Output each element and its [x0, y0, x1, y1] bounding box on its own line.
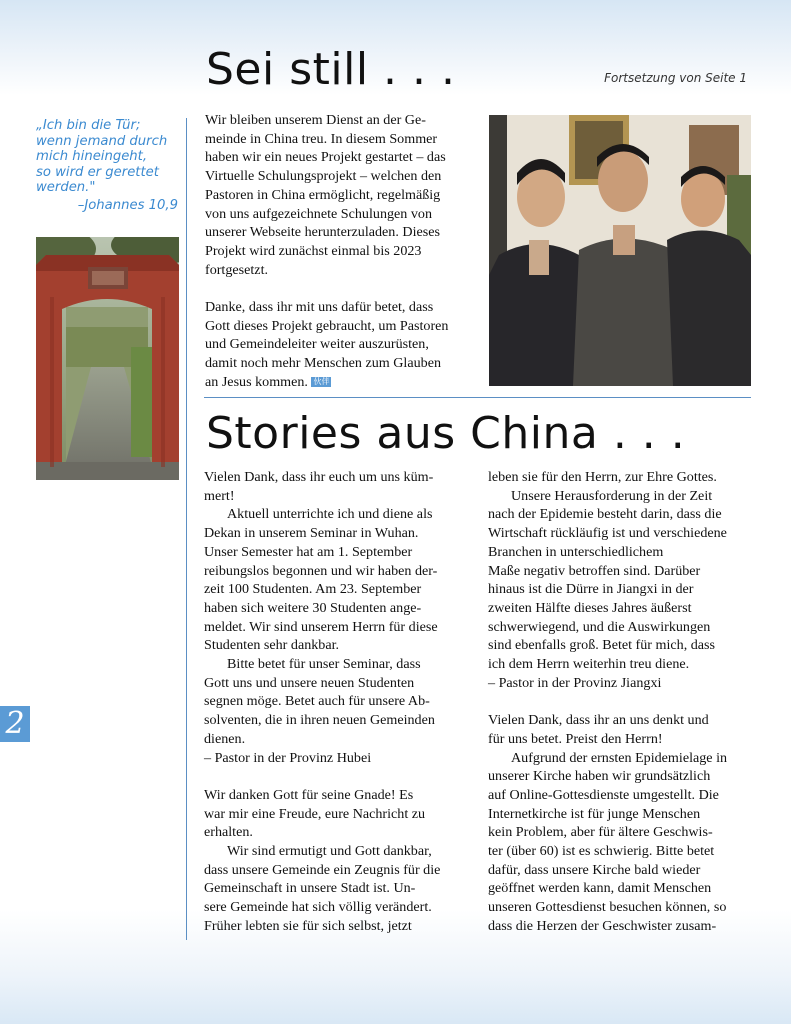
- text-line: dafür, dass unsere Kirche bald wieder: [488, 861, 701, 878]
- text-line: haben wir ein neues Projekt gestartet – das: [205, 149, 446, 166]
- text-line: zweiten Hälfte dieses Jahres äußerst: [488, 599, 692, 616]
- text-line-content: an Jesus kommen.: [205, 373, 308, 390]
- quote-line: wenn jemand durch: [36, 133, 168, 149]
- quote-line: „Ich bin die Tür;: [36, 118, 141, 133]
- quote-line: mich hineingeht,: [36, 149, 148, 164]
- text-line: geöffnet werden kann, damit Menschen: [488, 880, 712, 897]
- stories-right-column: [488, 468, 752, 936]
- text-line: solventen, die in ihren neuen Gemeinden: [204, 712, 435, 729]
- text-line: leben sie für den Herrn, zur Ehre Gottes.: [488, 469, 717, 485]
- text-line: dass unsere Gemeinde ein Zeugnis für die: [204, 861, 441, 878]
- section-divider: [204, 397, 751, 398]
- text-line: Danke, dass ihr mit uns dafür betet, dass: [205, 299, 434, 316]
- text-line: ich dem Herrn weiterhin treu diene.: [488, 656, 690, 673]
- text-line: war mir eine Freude, eure Nachricht zu: [204, 805, 426, 822]
- text-line: Unsere Herausforderung in der Zeit: [511, 487, 713, 504]
- text-line: kein Problem, aber für ältere Geschwis-: [488, 824, 713, 841]
- three-men-illustration: [489, 115, 751, 386]
- text-line: damit noch mehr Menschen zum Glauben: [205, 355, 442, 372]
- stone-gate-illustration: [36, 237, 179, 480]
- text-line: Gott dieses Projekt gebraucht, um Pastoren: [205, 317, 449, 334]
- continued-from-note: Fortsetzung von Seite 1: [604, 71, 747, 85]
- text-line: schwerwiegend, und die Auswirkungen: [488, 618, 711, 635]
- text-line: Vielen Dank, dass ihr euch um uns küm-: [204, 469, 434, 485]
- text-line: Aufgrund der ernsten Epidemielage in: [511, 749, 728, 766]
- text-line: unserer Webseite herunterzuladen. Dieses: [205, 224, 440, 241]
- text-line: auf Online-Gottesdienste umgestellt. Die: [488, 786, 719, 803]
- text-line: Aktuell unterrichte ich und diene als: [227, 506, 433, 523]
- text-line: Wirtschaft rückläufig ist und verschiedene: [488, 525, 727, 542]
- text-line: unserer Kirche haben wir grundsätzlich: [488, 768, 711, 785]
- text-line: meldet. Wir sind unserem Herrn für diese: [204, 618, 438, 635]
- text-line: Wir bleiben unserem Dienst an der Ge-: [205, 112, 426, 128]
- text-line: sind ebenfalls groß. Betet für mich, dass: [488, 637, 716, 654]
- text-line: Gemeinschaft in unsere Stadt ist. Un-: [204, 880, 416, 897]
- page-title: Sei still . . .: [206, 44, 456, 95]
- text-line: Wir sind ermutigt und Gott dankbar,: [227, 843, 432, 860]
- text-line: Studenten sehr dankbar.: [204, 637, 340, 654]
- text-line: mert!: [204, 487, 235, 504]
- quote-line: so wird er gerettet: [36, 164, 159, 180]
- text-line: Bitte betet für unser Seminar, dass: [227, 656, 421, 673]
- text-line: für uns betet. Preist den Herrn!: [488, 730, 663, 747]
- text-line: fortgesetzt.: [205, 261, 269, 278]
- bible-quote: [36, 118, 180, 213]
- text-line: haben sich weitere 30 Studenten ange-: [204, 599, 422, 616]
- story-signature: – Pastor in der Provinz Jiangxi: [488, 674, 662, 691]
- intro-text: [205, 111, 467, 392]
- text-line: Vielen Dank, dass ihr an uns denkt und: [488, 712, 709, 729]
- text-line: Pastoren in China ermöglicht, regelmäßig: [205, 186, 441, 203]
- text-line: dass die Herzen der Geschwister zusam-: [488, 917, 717, 934]
- text-line: zeit 100 Studenten. Am 23. September: [204, 581, 422, 598]
- section-title: Stories aus China . . .: [206, 408, 686, 459]
- text-line: hinaus ist die Dürre in Jiangxi in der: [488, 581, 694, 598]
- text-line: [205, 373, 467, 392]
- text-line: Gott uns und unsere neuen Studenten: [204, 674, 415, 691]
- end-mark-badge: 伙伴: [313, 376, 330, 386]
- text-line: Wir danken Gott für seine Gnade! Es: [204, 786, 414, 803]
- text-line: meinde in China treu. In diesem Sommer: [205, 130, 438, 147]
- text-line: Maße negativ betroffen sind. Darüber: [488, 562, 701, 579]
- text-line: unseren Gottesdienst besuchen können, so: [488, 899, 727, 916]
- page-number-badge: 2: [0, 706, 30, 742]
- text-line: Internetkirche ist für junge Menschen: [488, 805, 701, 822]
- text-line: von uns aufgezeichnete Schulungen von: [205, 205, 433, 222]
- text-line: Unser Semester hat am 1. September: [204, 543, 413, 560]
- quote-reference: –Johannes 10,9: [77, 197, 178, 213]
- text-line: Dekan in unserem Seminar in Wuhan.: [204, 525, 419, 542]
- text-line: Branchen in unterschiedlichem: [488, 543, 664, 560]
- column-divider: [186, 118, 187, 940]
- quote-line: werden.": [36, 180, 96, 195]
- text-line: Früher lebten sie für sich selbst, jetzt: [204, 917, 412, 934]
- text-line: segnen möge. Betet auch für unsere Ab-: [204, 693, 430, 710]
- text-line: ter (über 60) ist es schwierig. Bitte betet: [488, 843, 715, 860]
- text-line: dienen.: [204, 730, 246, 747]
- text-line: erhalten.: [204, 824, 253, 841]
- group-photo: [489, 115, 751, 386]
- text-line: und Gemeindeleiter weiter auszurüsten,: [205, 336, 429, 353]
- stone-gate-photo: [36, 237, 179, 480]
- story-signature: – Pastor in der Provinz Hubei: [204, 749, 372, 766]
- text-line: nach der Epidemie besteht darin, dass die: [488, 506, 722, 523]
- text-line: sere Gemeinde hat sich völlig verändert.: [204, 899, 432, 916]
- stories-left-column: [204, 468, 471, 936]
- text-line: Projekt wird zunächst einmal bis 2023: [205, 242, 422, 259]
- text-line: Virtuelle Schulungsprojekt – welchen den: [205, 168, 442, 185]
- text-line: reibungslos begonnen und wir haben der-: [204, 562, 438, 579]
